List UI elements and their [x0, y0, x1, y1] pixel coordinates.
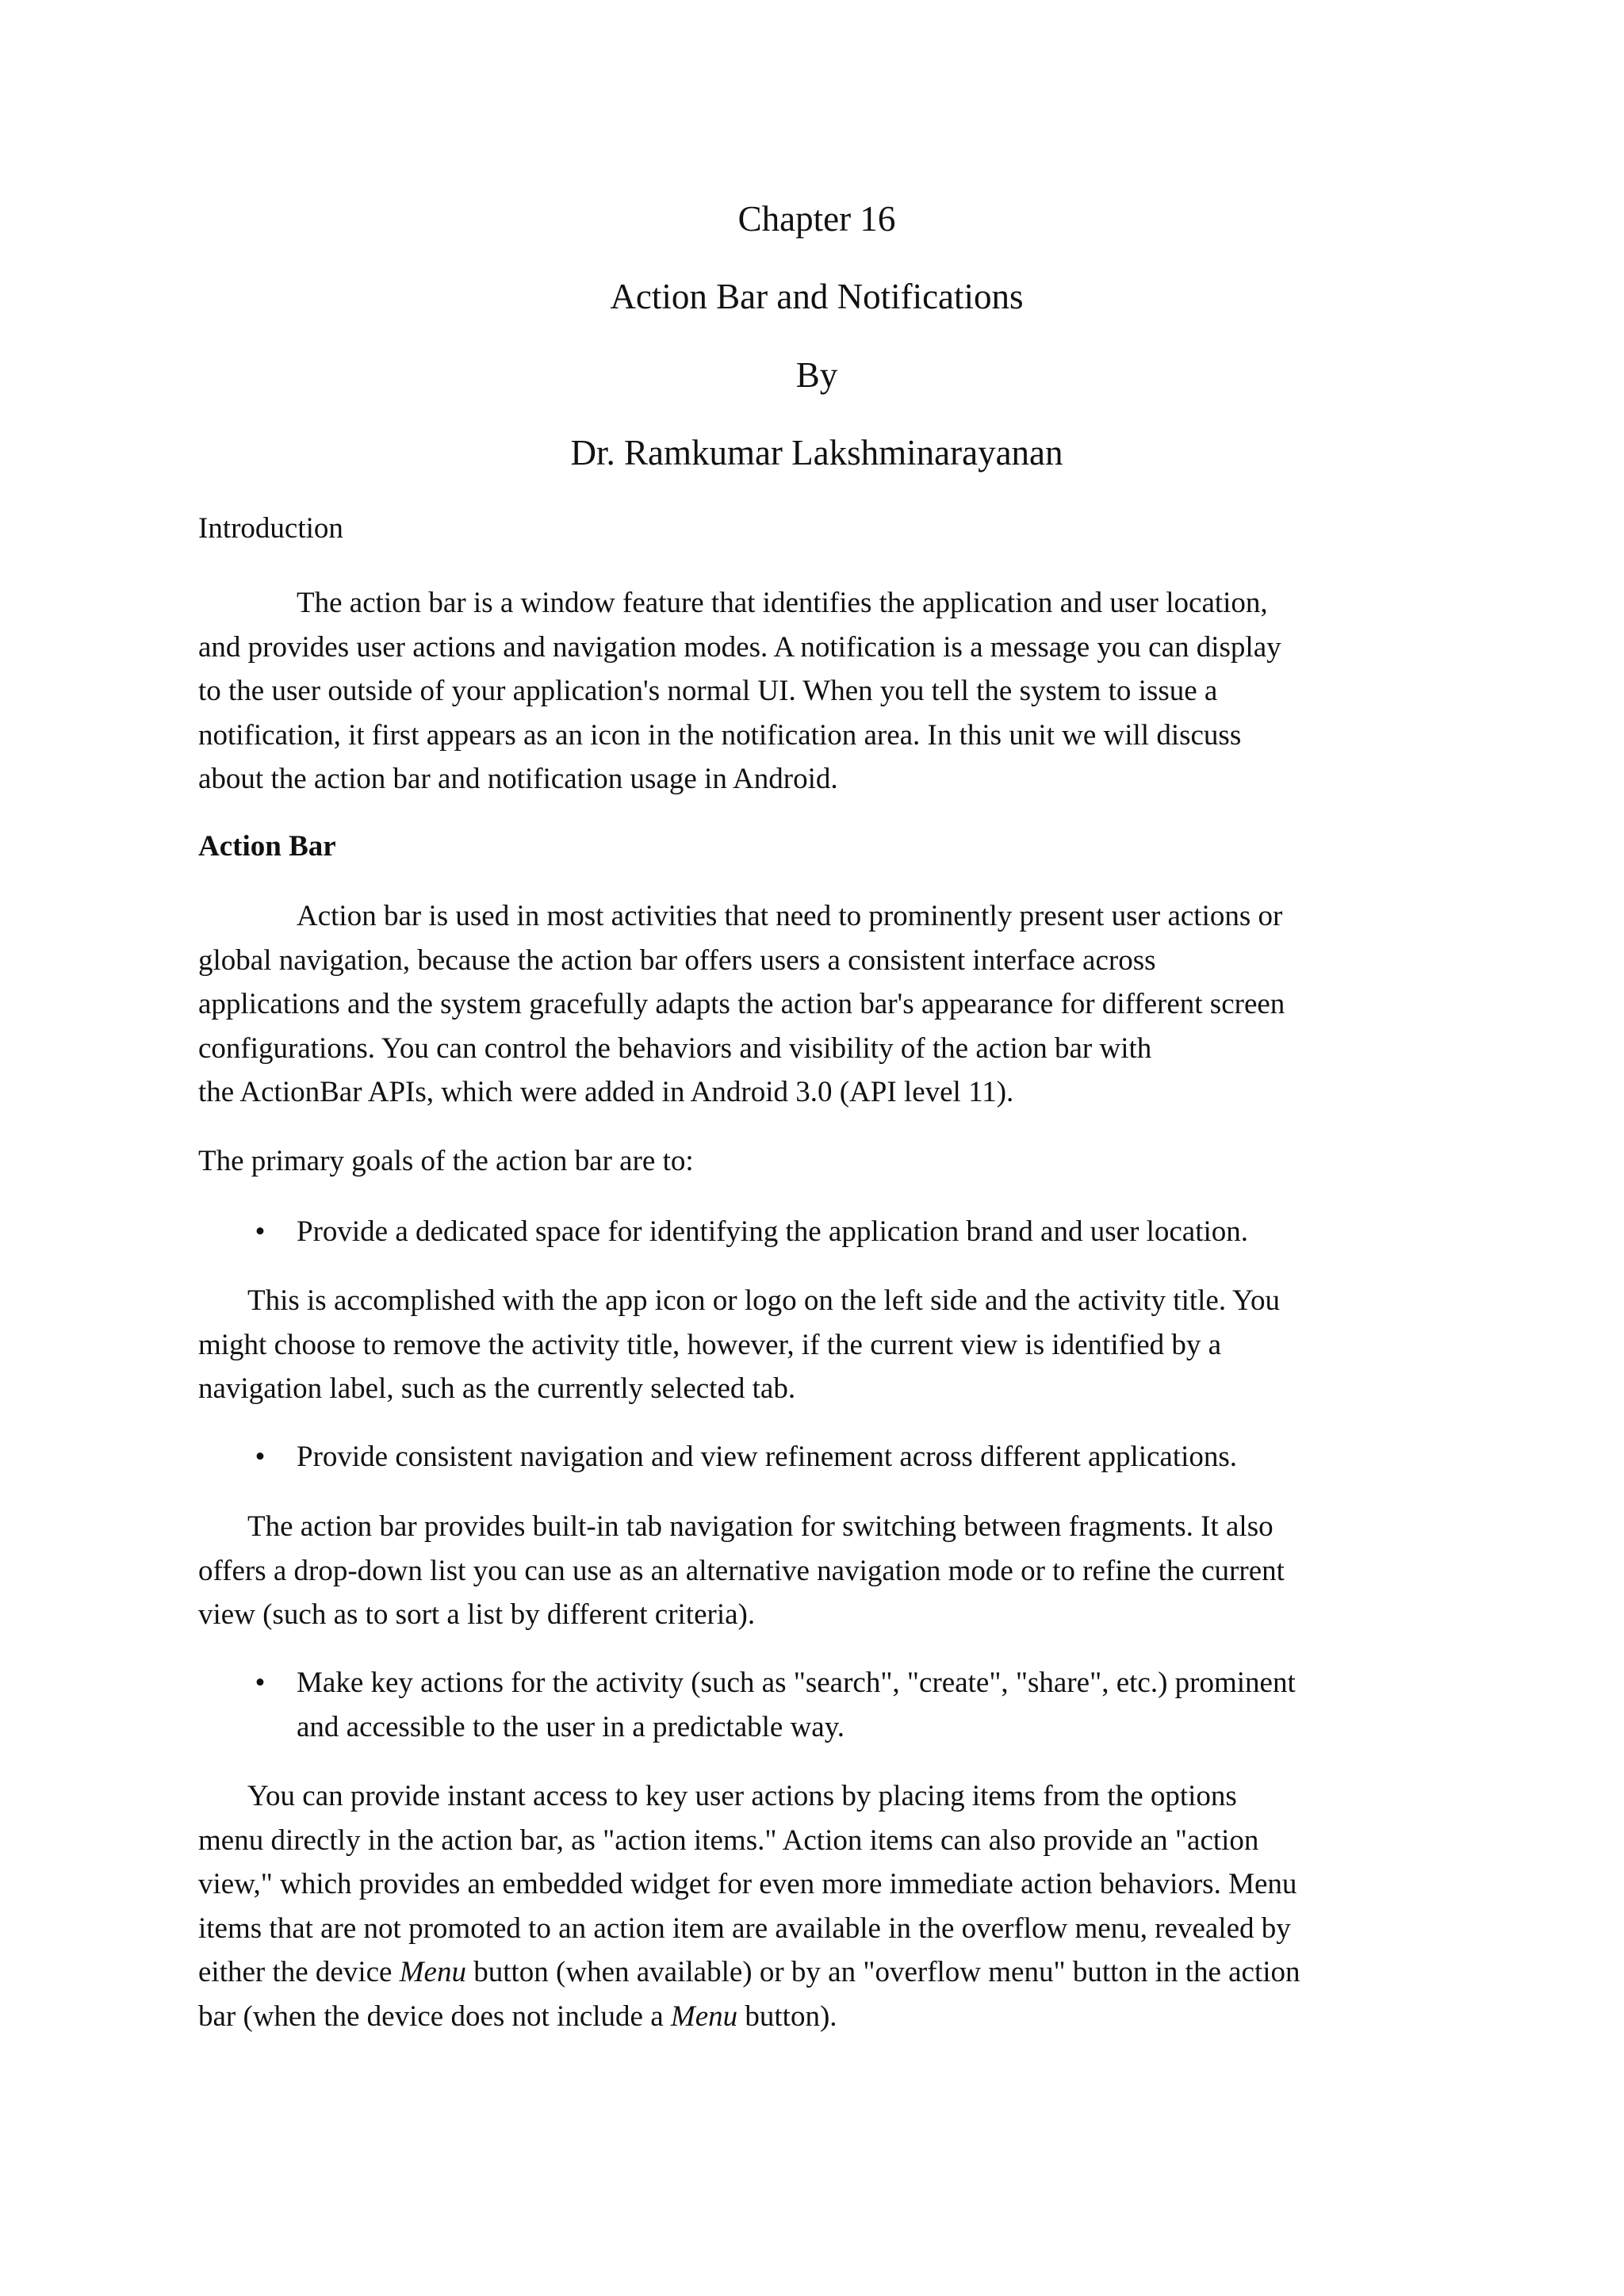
action-bar-paragraph	[198, 894, 1435, 1115]
action-bar-line: Action bar is used in most activities that need to prominently present user actions or	[297, 900, 1283, 932]
introduction-heading: Introduction	[198, 512, 343, 545]
intro-line: The action bar is a window feature that identifies the application and user location,	[297, 587, 1268, 619]
text-fragment: bar (when the device does not include a	[198, 1999, 671, 2033]
intro-line: and provides user actions and navigation modes. A notification is a message you can display	[198, 630, 1281, 664]
bullet1-detail-line: navigation label, such as the currently selected tab.	[198, 1372, 796, 1405]
bullet3-detail-line: You can provide instant access to key user actions by placing items from the options	[247, 1780, 1237, 1812]
bullet-text: Provide consistent navigation and view refinement across different applications.	[297, 1441, 1238, 1473]
chapter-title: Action Bar and Notifications	[610, 277, 1024, 316]
action-bar-heading: Action Bar	[198, 830, 336, 863]
byline: By	[795, 355, 838, 395]
text-fragment: button).	[737, 1999, 837, 2033]
bullet3-detail-line	[198, 1995, 1435, 2039]
chapter-number: Chapter 16	[737, 199, 896, 239]
bullet3-detail-line: view," which provides an embedded widget for even more immediate action behaviors. Menu	[198, 1868, 1297, 1900]
bullet1-detail-line: This is accomplished with the app icon or logo on the left side and the activity title. You	[247, 1284, 1280, 1317]
bullet-text: and accessible to the user in a predictable way.	[297, 1710, 845, 1743]
bullet3-detail-line: menu directly in the action bar, as "action items." Action items can also provide an "action	[198, 1823, 1259, 1857]
intro-line: notification, it first appears as an icon in the notification area. In this unit we will discuss	[198, 718, 1242, 752]
intro-line: to the user outside of your application's normal UI. When you tell the system to issue a	[198, 675, 1218, 707]
bullet2-detail-line: view (such as to sort a list by different criteria).	[198, 1598, 756, 1631]
bullet-icon: •	[255, 1441, 266, 1473]
bullet-text: Provide a dedicated space for identifying the application brand and user location.	[297, 1215, 1249, 1248]
action-bar-line: applications and the system gracefully adapts the action bar's appearance for different screen	[198, 988, 1285, 1020]
action-bar-line: configurations. You can control the behaviors and visibility of the action bar with	[198, 1031, 1152, 1065]
bullet2-detail	[198, 1505, 1435, 1637]
bullet1-detail-line: might choose to remove the activity title, however, if the current view is identified by a	[198, 1328, 1222, 1361]
author-name: Dr. Ramkumar Lakshminarayanan	[570, 433, 1063, 473]
text-fragment: button (when available) or by an "overflow menu" button in the action	[465, 1956, 1300, 1988]
bullet1-detail	[198, 1279, 1435, 1411]
text-fragment: either the device	[198, 1956, 400, 1988]
action-bar-line: the ActionBar APIs, which were added in Android 3.0 (API level 11).	[198, 1076, 1014, 1108]
bullet2-detail-line: offers a drop-down list you can use as an alternative navigation mode or to refine the current	[198, 1554, 1285, 1587]
bullet-text: Make key actions for the activity (such as "search", "create", "share", etc.) prominent	[297, 1667, 1296, 1699]
goals-intro: The primary goals of the action bar are to:	[198, 1145, 694, 1177]
bullet3-detail-line: items that are not promoted to an action item are available in the overflow menu, revealed by	[198, 1911, 1291, 1945]
bullet-icon: •	[255, 1667, 266, 1699]
menu-term: Menu	[399, 1956, 466, 1988]
intro-paragraph	[198, 581, 1435, 802]
bullet-icon: •	[255, 1215, 266, 1248]
menu-term: Menu	[670, 1999, 738, 2033]
bullet2-detail-line: The action bar provides built-in tab navigation for switching between fragments. It also	[247, 1510, 1274, 1543]
intro-line: about the action bar and notification usage in Android.	[198, 763, 838, 795]
document-page	[198, 0, 1435, 2296]
action-bar-line: global navigation, because the action bar offers users a consistent interface across	[198, 943, 1156, 977]
bullet3-detail	[198, 1774, 1435, 2038]
bullet3-detail-line	[198, 1950, 1435, 1995]
